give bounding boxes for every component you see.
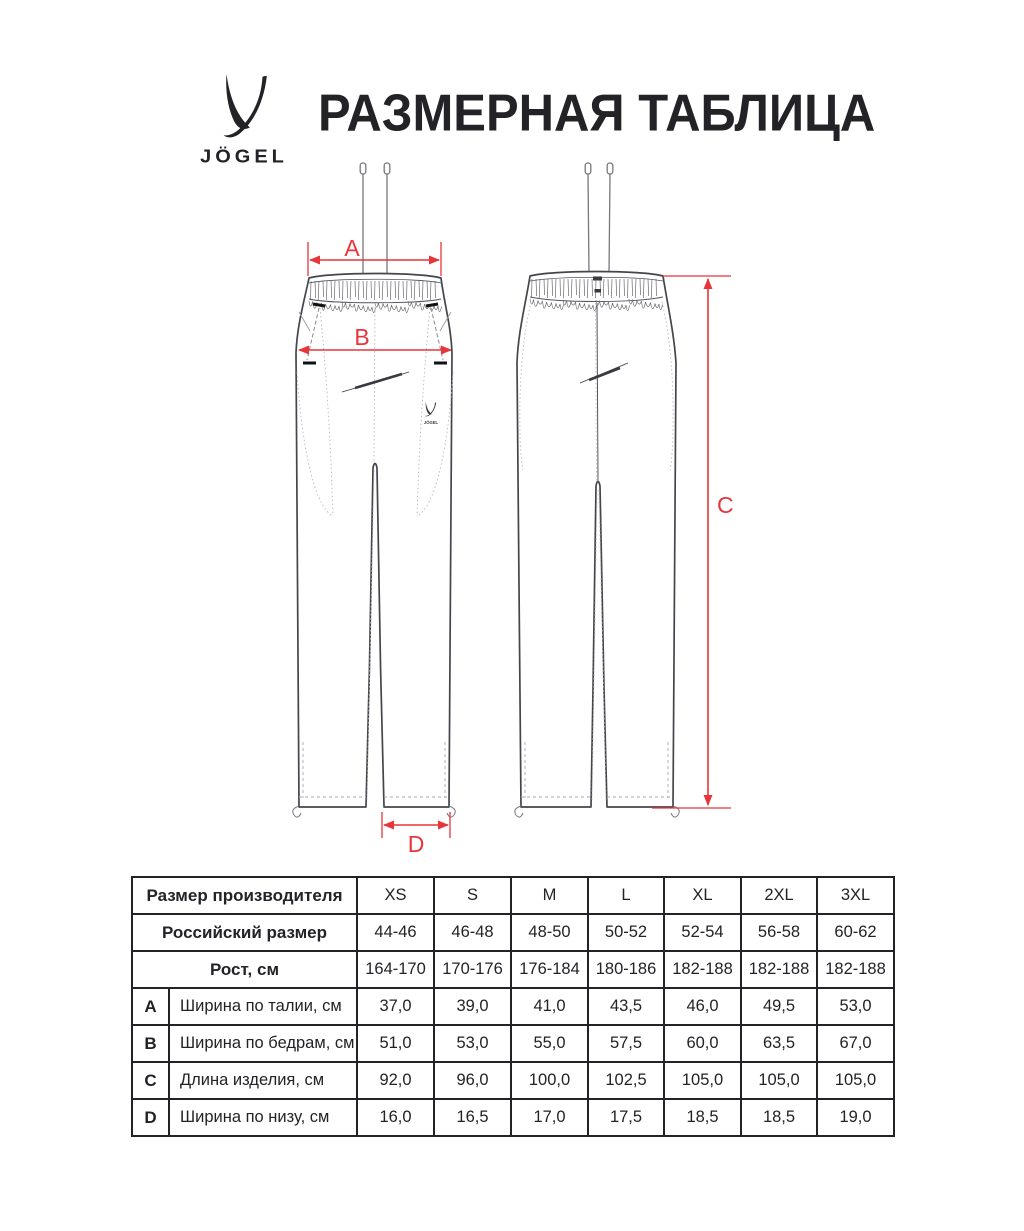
value-cell: 17,0 (511, 1099, 588, 1136)
dim-label-c: C (717, 492, 734, 518)
pants-front-drawing (293, 163, 455, 817)
row-key: A (132, 988, 169, 1025)
value-cell: 92,0 (357, 1062, 434, 1099)
value-cell: 176-184 (511, 951, 588, 988)
row-key: B (132, 1025, 169, 1062)
value-cell: 50-52 (588, 914, 664, 951)
value-cell: 18,5 (741, 1099, 817, 1136)
value-cell: 51,0 (357, 1025, 434, 1062)
value-cell: 56-58 (741, 914, 817, 951)
row-label: Длина изделия, см (169, 1062, 357, 1099)
value-cell: 16,5 (434, 1099, 511, 1136)
size-cell: S (434, 877, 511, 914)
value-cell: 60-62 (817, 914, 894, 951)
value-cell: 105,0 (664, 1062, 741, 1099)
value-cell: 63,5 (741, 1025, 817, 1062)
table-row-manufacturer-size (132, 877, 894, 914)
value-cell: 49,5 (741, 988, 817, 1025)
value-cell: 100,0 (511, 1062, 588, 1099)
value-cell: 180-186 (588, 951, 664, 988)
dim-line-a (308, 242, 441, 276)
value-cell: 37,0 (357, 988, 434, 1025)
table-row-hem-width (132, 1099, 894, 1136)
row-key: C (132, 1062, 169, 1099)
size-cell: 2XL (741, 877, 817, 914)
value-cell: 170-176 (434, 951, 511, 988)
value-cell: 67,0 (817, 1025, 894, 1062)
value-cell: 105,0 (741, 1062, 817, 1099)
row-key: D (132, 1099, 169, 1136)
table-row-waist-width (132, 988, 894, 1025)
value-cell: 96,0 (434, 1062, 511, 1099)
value-cell: 46-48 (434, 914, 511, 951)
value-cell: 18,5 (664, 1099, 741, 1136)
value-cell: 105,0 (817, 1062, 894, 1099)
value-cell: 182-188 (817, 951, 894, 988)
table-row-height (132, 951, 894, 988)
page-title: РАЗМЕРНАЯ ТАБЛИЦА (318, 85, 876, 143)
table-row-russian-size (132, 914, 894, 951)
table-row-length (132, 1062, 894, 1099)
row-label: Ширина по низу, см (169, 1099, 357, 1136)
row-label: Ширина по талии, см (169, 988, 357, 1025)
value-cell: 46,0 (664, 988, 741, 1025)
value-cell: 52-54 (664, 914, 741, 951)
value-cell: 53,0 (817, 988, 894, 1025)
value-cell: 53,0 (434, 1025, 511, 1062)
size-table (131, 876, 895, 1137)
size-cell: XS (357, 877, 434, 914)
dim-label-b: B (354, 324, 370, 350)
dim-label-d: D (407, 831, 425, 857)
value-cell: 60,0 (664, 1025, 741, 1062)
row-label: Рост, см (132, 951, 357, 988)
value-cell: 48-50 (511, 914, 588, 951)
value-cell: 16,0 (357, 1099, 434, 1136)
row-label: Российский размер (132, 914, 357, 951)
pants-logo-text: JÖGEL (423, 420, 439, 425)
value-cell: 102,5 (588, 1062, 664, 1099)
value-cell: 17,5 (588, 1099, 664, 1136)
value-cell: 57,5 (588, 1025, 664, 1062)
value-cell: 43,5 (588, 988, 664, 1025)
value-cell: 19,0 (817, 1099, 894, 1136)
value-cell: 182-188 (741, 951, 817, 988)
row-label: Ширина по бедрам, см (169, 1025, 357, 1062)
size-cell: M (511, 877, 588, 914)
size-cell: 3XL (817, 877, 894, 914)
table-row-hip-width (132, 1025, 894, 1062)
size-cell: L (588, 877, 664, 914)
dim-label-a: A (344, 235, 360, 261)
row-label: Размер производителя (132, 877, 357, 914)
value-cell: 39,0 (434, 988, 511, 1025)
value-cell: 44-46 (357, 914, 434, 951)
pants-back-drawing (515, 163, 679, 817)
value-cell: 182-188 (664, 951, 741, 988)
brand-wordmark: JÖGEL (200, 146, 288, 168)
value-cell: 55,0 (511, 1025, 588, 1062)
size-cell: XL (664, 877, 741, 914)
value-cell: 41,0 (511, 988, 588, 1025)
value-cell: 164-170 (357, 951, 434, 988)
